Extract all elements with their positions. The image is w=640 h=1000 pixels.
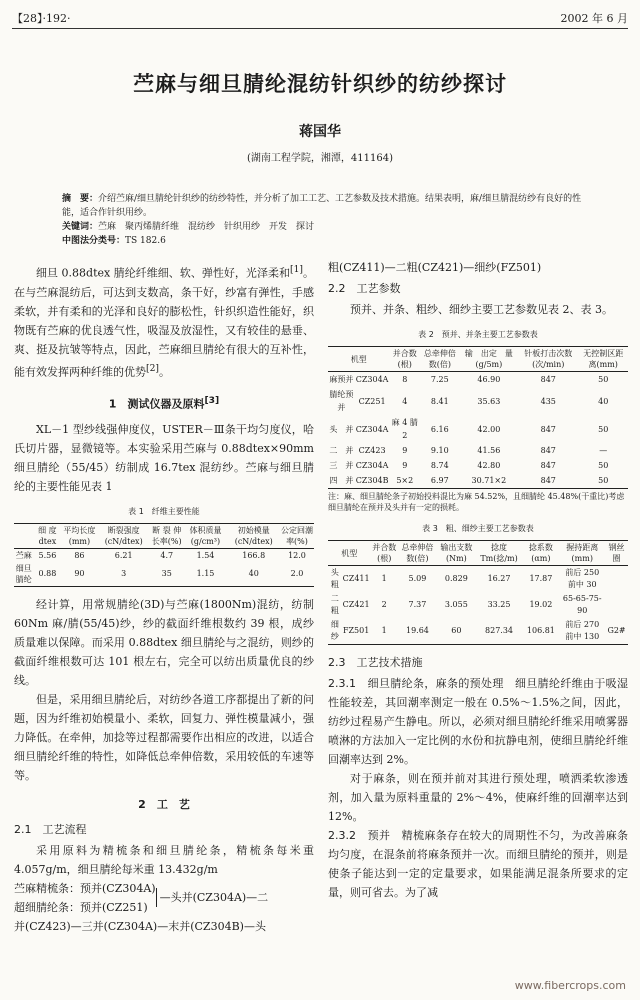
table-header-cell: 机型 [328,541,371,566]
table-cell: 细旦腈纶 [14,562,33,587]
table-2 [328,346,628,489]
table-cell: 二粗 [330,594,339,615]
table-cell: CZ304A [355,424,389,434]
table-cell: 106.81 [522,618,559,645]
table-cell: 60 [437,618,476,645]
table-cell: CZ304A [355,375,389,384]
table-row [328,372,628,388]
table-header-cell: 并合数(根) [371,541,398,566]
table-row [328,473,628,489]
table-cell: CZ423 [358,446,386,455]
table-cell: 166.8 [242,550,266,560]
table-2-note: 注：麻、细旦腈纶条子初始投料混比为麻 54.52%，且细腈纶 45.48%(干重比)考虑细旦腈纶在预并及头并有一定的损耗。 [328,492,625,512]
table-cell: 8 [402,375,408,384]
table-cell: 19.64 [398,618,437,645]
table-cell: 9 [402,446,408,455]
table-header-cell: 输出支数(Nm) [437,541,476,566]
table-cell: 0.88 [33,562,61,587]
table-cell: 6.21 [114,550,133,560]
affiliation: (湖南工程学院，湘潭，411164) [247,153,393,164]
problem-paragraph: 但是，采用细旦腈纶后，对纺纱各道工序都提出了新的问题，因为纤维初始模量小、柔软，回复力、弹性模量减小，强力降低。在牵伸，加捻等过程都需要作出相应的改进，以适合细旦腈纶纤维的特性，如降低总牵伸倍数，采用较低的车速等等。 [14,692,314,782]
classification: 中图法分类号：TS 182.6 [62,236,166,246]
table-cell: 17.87 [529,574,553,583]
table-header-cell: 断 裂 伸长率(%) [150,523,184,548]
measure-paragraph-3: 2.3.2 预并 精梳麻条存在较大的周期性不匀，为改善麻条均匀度，在混条前将麻条预并一次。而细旦腈纶的预并，则是使条子能达到一定的定量要求，如果能满足混条所要求的定量，则可省去。为了减 [328,829,629,899]
table-cell: 847 [540,461,556,470]
table-cell: CZ304A [355,461,389,470]
table-cell: 42.00 [477,424,501,434]
issue-date: 2002 年 6 月 [560,12,628,25]
flow-line-3: 粗(CZ411)—二粗(CZ421)—细纱(FZ501) [328,261,542,274]
table-header-cell: 机型 [328,347,390,372]
table-cell: 19.02 [529,600,553,609]
measure-paragraph-2: 对于麻条，则在预并前对其进行预处理，喷洒柔软渗透剂，加入量为原料重量的 2%～4%，使麻纤维的回潮率达到 12%。 [328,772,628,823]
table-cell: CZ251 [358,396,386,406]
table-cell: 35.63 [477,396,501,406]
table-cell: 6.16 [430,424,449,434]
table-header-cell: 针板打击次数(次/min) [518,347,578,372]
process-flow [14,879,314,936]
table-cell: FZ501 [342,618,371,645]
table-cell: 麻预并 [329,375,354,384]
table-header-cell: 初始模量(cN/dtex) [227,523,280,548]
table-cell: 1 [381,574,387,583]
table-header-cell: 细 度 dtex [33,523,61,548]
table-cell: 9.10 [430,446,449,455]
intro-paragraph: 细旦 0.88dtex 腈纶纤维细、软、弹性好，光泽柔和[1]。在与苎麻混纺后，可达到支数高，条干好，纱富有弹性，手感柔软，并有柔和的光泽和良好的膨松性，针织织造性能好，织物既有苎麻的优良透气性，吸湿及放湿性，又有较佳的悬垂、爽、挺及抗皱等特点，因此，苎麻细旦腈纶有很大的互补性，能有效发挥两种纤维的优势[2]。 [14,264,315,379]
table-row [14,562,314,587]
table-cell: 细纱 [328,618,342,645]
table-header-cell: 输 出定 量(g/5m) [460,347,518,372]
table-cell: 二 并 [329,446,354,455]
table-cell: 0.829 [444,574,468,583]
table-header-cell: 捻度Tm(捻/m) [476,541,523,566]
table-header-cell [14,523,33,548]
table-cell: 2 [381,600,387,609]
table-row [328,415,628,443]
header-rule [12,28,628,29]
table-cell: 50 [598,375,609,384]
table-cell: 2.0 [280,562,314,587]
table-cell: 40 [598,396,609,406]
table-cell: 33.25 [487,600,511,609]
table-cell: 8.74 [430,461,449,470]
section-1-heading: 1 测试仪器及原料[3] [108,395,220,411]
table-row [328,592,628,618]
table-cell: 41.56 [477,446,501,455]
table-cell: 7.25 [430,375,449,384]
table-cell: 前后 250 前中 30 [565,568,600,589]
table-cell [605,592,628,618]
table-cell: 4 [402,396,408,406]
table-cell: 42.80 [477,461,501,470]
table-header-cell: 总牵伸倍数(倍) [398,541,437,566]
table-1-caption: 表 1 纤维主要性能 [128,506,200,516]
params-paragraph: 预并、并条、粗纱、细纱主要工艺参数见表 2、表 3。 [350,303,613,316]
table-row [328,387,628,415]
table-cell: 5×2 [390,473,421,489]
page-number: 【28】·192· [12,12,71,25]
table-cell: 5.09 [408,574,427,583]
table-header-cell: 钢丝圈 [605,541,628,566]
table-header-cell: 总牵伸倍数(倍) [420,347,460,372]
table-cell: 847 [518,473,578,489]
table-header-cell: 断裂强度(cN/dtex) [97,523,150,548]
table-header-cell: 体积质量(g/cm³) [184,523,228,548]
table-cell: 麻 4 腈 2 [391,418,418,440]
table-cell: G2# [605,618,628,645]
table-row [328,566,628,593]
subsection-2-3: 2.3 工艺技术措施 [328,656,423,669]
table-header-cell: 捻系数(αm) [522,541,559,566]
table-cell: 847 [540,446,556,455]
measure-paragraph-1: 2.3.1 细旦腈纶条，麻条的预处理 细旦腈纶纤维由于吸湿性能较差，其回潮率测定一般在 0.5%～1.5%之间，因此，纺纱过程易产生静电。所以，必须对细旦腈纶纤维采用喷雾器喷淋的方法加入一定比例的水份和抗静电剂，使细旦腈纶纤维回潮率达到 2%。 [328,677,628,766]
table-header-cell: 平均长度(mm) [61,523,97,548]
table-cell: 847 [540,375,556,384]
table-cell: 头粗 [330,568,339,589]
table-cell: 30.71×2 [460,473,518,489]
table-cell: CZ304B [355,473,390,489]
section-1-text: XL－1 型纱线强伸度仪，USTER－Ⅲ条干均匀度仪，哈氏切片器，显微镜等。本实验采用苎麻与 0.88dtex×90mm 细旦腈纶（55/45）纺制成 16.7tex 混纺纱。苎麻与细旦腈纶的主要性能见表 1 [14,422,314,493]
table-cell: 90 [61,562,97,587]
author: 蒋国华 [299,124,341,140]
table-cell: 腈纶预并 [329,390,354,412]
table-cell: 7.37 [408,600,427,609]
table-cell: 35 [150,562,184,587]
table-cell: 4.7 [160,550,174,560]
table-1 [14,523,314,587]
table-cell: 前后 270 前中 130 [559,618,605,645]
table-cell: 50 [578,473,628,489]
table-cell: 头 并 [329,424,354,434]
table-header-cell: 并合数(根) [390,347,421,372]
table-cell: 6.97 [420,473,460,489]
abstract: 摘 要：介绍苎麻/细旦腈纶针织纱的纺纱特性，并分析了加工工艺、工艺参数及技术措施。结果表明，麻/细旦腈混纺纱有良好的性能，适合作针织用纱。 [62,194,582,218]
table-cell: 3 [97,562,150,587]
table-row [328,458,628,473]
table-cell: — [599,446,608,455]
table-cell: 86 [74,550,85,560]
table-cell: 1.54 [196,550,215,560]
table-cell: 827.34 [476,618,523,645]
table-row [328,618,628,645]
table-cell: 5.56 [38,550,57,560]
table-cell: 苎麻 [15,550,32,560]
flow-ramie: 苎麻精梳条：预并(CZ304A) [14,881,156,895]
keywords: 关键词：苎麻 聚丙烯腈纤维 混纺纱 针织用纱 开发 探讨 [62,222,315,232]
table-cell: 40 [227,562,280,587]
table-cell: 3.055 [444,600,468,609]
page-header [12,8,628,26]
paper-title: 苎麻与细旦腈纶混纺针织纱的纺纱探讨 [133,72,507,96]
table-3-caption: 表 3 粗、细纱主要工艺参数表 [422,524,534,533]
table-row [328,443,628,458]
table-cell: 46.90 [477,375,501,384]
table-cell: 四 并 [328,473,355,489]
table-cell: 1.15 [184,562,228,587]
table-row [14,548,314,562]
table-cell: 50 [598,461,609,470]
table-cell: CZ421 [342,600,370,609]
table-2-caption: 表 2 预并、并条主要工艺参数表 [418,330,538,339]
flow-line-2: 并(CZ423)—三并(CZ304A)—末并(CZ304B)—头 [14,919,266,933]
table-cell: 50 [598,424,609,434]
table-cell: CZ411 [342,574,370,583]
flow-acrylic: 超细腈纶条：预并(CZ251) [14,900,148,914]
subsection-2-2: 2.2 工艺参数 [328,282,401,295]
table-cell: 435 [540,396,556,406]
subsection-2-1: 2.1 工艺流程 [14,822,87,836]
right-column [328,258,628,902]
table-cell: 847 [540,424,556,434]
table-cell: 三 并 [329,461,354,470]
table-cell [605,566,628,593]
calc-paragraph: 经计算，用常规腈纶(3D)与苎麻(1800Nm)混纺，纺制 60Nm 麻/腈(55/45)纱，纱的截面纤维根数约 39 根，成纱质量难以保障。而采用 0.88dtex 细旦腈纶与之混纺，则纱的截面纤维根数可达 101 根左右，完全可以纺出质量优良的纱线。 [14,597,314,687]
watermark: www.fibercrops.com [514,979,626,992]
section-2-heading: 2 工 艺 [138,797,190,811]
table-header-cell: 无控制区距离(mm) [578,347,628,372]
table-3 [328,540,628,645]
table-cell: 12.0 [288,550,306,560]
table-header-cell: 握持距离(mm) [559,541,605,566]
abstract-block [62,192,592,248]
table-cell: 65-65-75-90 [562,594,602,615]
left-column [14,260,314,936]
table-cell: 1 [371,618,398,645]
flow-brace: —头并(CZ304A)—二 [156,888,269,907]
table-header-cell: 公定回潮率(%) [280,523,314,548]
table-cell: 8.41 [430,396,449,406]
table-cell: 16.27 [487,574,511,583]
table-cell: 9 [402,461,408,470]
material-paragraph: 采用原料为精梳条和细旦腈纶条，精梳条每米重 4.057g/m，细旦腈纶每米重 13.432g/m [14,843,314,876]
